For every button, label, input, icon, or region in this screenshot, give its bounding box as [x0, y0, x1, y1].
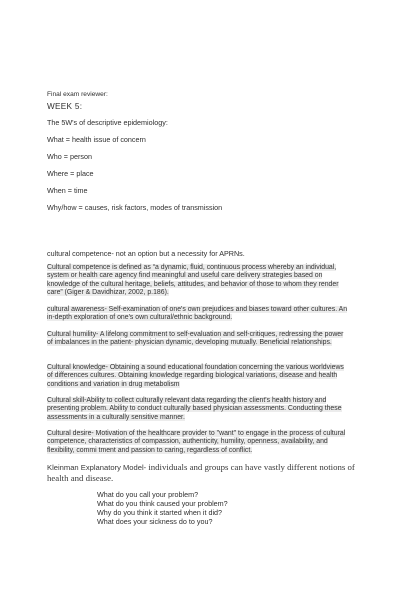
- paragraph-text: Cultural skill-Ability to collect culturally relevant data regarding the client's health history and presenting problem. Ability to conduct culturally based physician assessments. Conducting these assessments in a culturally sensitive manner.: [47, 397, 342, 421]
- paragraph-text: cultural awareness- Self-examination of one's own prejudices and biases toward other cultures. An in-depth exploration of one's own cultural/ethnic background.: [47, 306, 348, 322]
- w-item-where: Where = place: [47, 169, 94, 178]
- w-item-who: Who = person: [47, 152, 92, 161]
- week-heading: WEEK 5:: [47, 102, 83, 111]
- w-item-why-how: Why/how = causes, risk factors, modes of transmission: [47, 203, 223, 212]
- paragraph-cultural-knowledge: [47, 364, 351, 389]
- list-item: Why do you think it started when it did?: [97, 508, 223, 517]
- paragraph-text: Cultural knowledge- Obtaining a sound educational foundation concerning the various worldviews of differences cultures. Obtaining knowledge regarding biological variations, disease and health conditions and variation in drug metabolism: [47, 364, 344, 388]
- paragraph-text: Cultural competence is defined as “a dynamic, fluid, continuous process whereby an individual, system or health care agency find meaningful and useful care delivery strategies based on knowledge of the cultural heritage, beliefs, attitudes, and behavior of those to whom they render care” (Giger & Davidhizar, 2002, p.186).: [47, 264, 339, 297]
- paragraph-text: Cultural humility- A lifelong commitment to self-evaluation and self-critiques, redressing the power of imbalances in the patient- physician dynamic, developing mutually. Beneficial relationships.: [47, 331, 344, 347]
- kleinman-label: Kleinman Explanatory Model-: [47, 463, 149, 472]
- list-item: What do you think caused your problem?: [97, 499, 228, 508]
- epidemiology-heading: The 5W's of descriptive epidemiology:: [47, 118, 168, 127]
- document-title: Final exam reviewer:: [47, 91, 108, 98]
- paragraph-cultural-skill: [47, 397, 351, 422]
- paragraph-cultural-competence: [47, 264, 351, 298]
- kleinman-text: individuals and groups can have vastly different notions of health and disease.: [47, 462, 355, 483]
- paragraph-cultural-humility: [47, 331, 351, 348]
- paragraph-cultural-awareness: [47, 306, 351, 323]
- competence-intro: cultural competence- not an option but a necessity for APRNs.: [47, 249, 245, 258]
- kleinman-questions: [97, 490, 228, 526]
- list-item: What does your sickness do to you?: [97, 517, 213, 526]
- w-item-what: What = health issue of concern: [47, 135, 146, 144]
- paragraph-text: Cultural desire- Motivation of the healthcare provider to "want" to engage in the process of cultural competence, characteristics of compassion, authenticity, humility, openness, availability, and flexibility, commi tment and passion to caring, regardless of conflict.: [47, 430, 346, 454]
- w-item-when: When = time: [47, 186, 88, 195]
- paragraph-cultural-desire: [47, 430, 351, 455]
- kleinman-model: [47, 462, 357, 484]
- list-item: What do you call your problem?: [97, 490, 199, 499]
